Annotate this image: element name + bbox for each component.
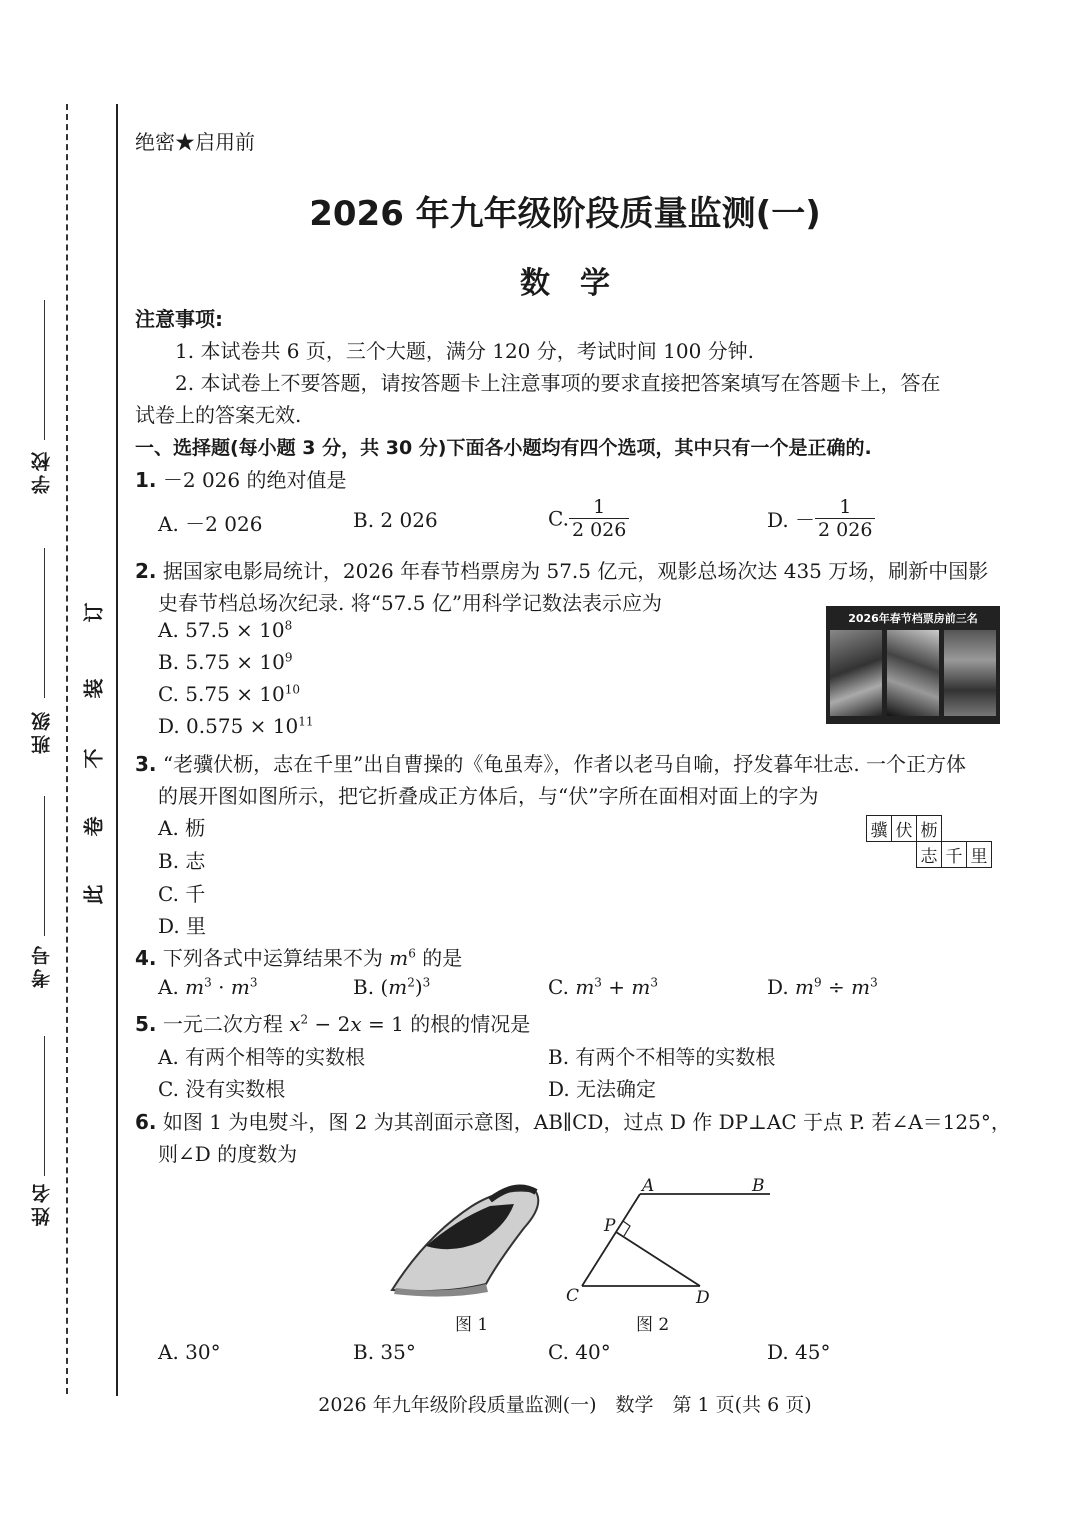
school-label: 学校 (31, 448, 53, 494)
figure-1-caption: 图 1 (455, 1315, 489, 1335)
question-3 (135, 748, 966, 777)
cube-face: 枥 (917, 816, 942, 842)
point-label: B (752, 1176, 765, 1196)
seal-char: 此 (81, 884, 106, 905)
exam-no-field[interactable] (44, 796, 45, 936)
notes-heading: 注意事项: (135, 307, 223, 331)
option-c[interactable]: C. $5.75 \times 10^{10}$ (158, 682, 301, 706)
question-number: 4. (135, 946, 157, 970)
question-5: 5. 一元二次方程 $x^2 - 2x = 1$ 的根的情况是 (135, 1012, 531, 1036)
question-number: 1. (135, 468, 157, 492)
class-field[interactable] (44, 548, 45, 698)
poster-image (887, 630, 939, 716)
name-label: 姓名 (31, 1180, 53, 1226)
option-a[interactable]: A. $57.5 \times 10^8$ (158, 618, 293, 642)
option-b[interactable]: B. $(m^2)^3$ (353, 975, 431, 999)
question-stem: 下列各式中运算结果不为 (162, 946, 383, 970)
class-label: 班级 (31, 708, 53, 754)
point-label: D (696, 1288, 710, 1308)
question-6 (135, 1106, 1011, 1135)
option-c[interactable]: C. 千 (158, 882, 206, 906)
cube-face: 里 (967, 842, 992, 868)
section-heading: 一、选择题(每小题 3 分，共 30 分)下面各小题均有四个选项，其中只有一个是正确的. (135, 437, 872, 459)
question-stem: 据国家电影局统计，2026 年春节档票房为 57.5 亿元，观影总场次达 435 万场，刷新中国影 (162, 559, 989, 583)
point-label: C (566, 1286, 580, 1306)
cube-face: 千 (942, 842, 967, 868)
option-a[interactable]: A. 有两个相等的实数根 (158, 1045, 366, 1069)
question-stem: 史春节档总场次纪录. 将“57.5 亿”用科学记数法表示应为 (158, 591, 663, 615)
question-stem: “老骥伏枥，志在千里”出自曹操的《龟虽寿》，作者以老马自喻，抒发暮年壮志. 一个正方体 (162, 752, 967, 776)
option-d[interactable]: D. 无法确定 (548, 1077, 657, 1101)
question-number: 2. (135, 559, 157, 583)
note-item: 1. 本试卷共 6 页，三个大题，满分 120 分，考试时间 100 分钟. (175, 339, 755, 363)
box-office-poster (826, 606, 1000, 724)
option-b[interactable]: B. $5.75 \times 10^9$ (158, 650, 293, 674)
note-item: 2. 本试卷上不要答题，请按答题卡上注意事项的要求直接把答案填写在答题卡上，答在 (175, 371, 941, 395)
question-4: 4. 下列各式中运算结果不为 $m^6$ 的是 (135, 946, 463, 970)
question-stem: 如图 1 为电熨斗，图 2 为其剖面示意图，AB∥CD，过点 D 作 DP⊥AC 于点 P. 若∠A＝125°， (162, 1110, 1011, 1134)
question-stem: 的展开图如图所示，把它折叠成正方体后，与“伏”字所在面相对面上的字为 (158, 784, 819, 808)
point-label: A (642, 1176, 655, 1196)
option-b[interactable]: B. 2 026 (353, 508, 438, 532)
question-stem: 一元二次方程 (162, 1012, 283, 1036)
option-b[interactable]: B. 志 (158, 849, 206, 873)
question-1 (135, 464, 347, 493)
option-c[interactable]: C. 没有实数根 (158, 1077, 286, 1101)
secret-mark: 绝密★启用前 (135, 130, 255, 154)
exam-no-label: 考号 (31, 942, 53, 988)
seal-char: 卷 (81, 816, 106, 837)
cube-face: 伏 (892, 816, 917, 842)
cube-face: 骥 (867, 816, 892, 842)
seal-char: 订 (81, 602, 106, 623)
option-b[interactable]: B. 有两个不相等的实数根 (548, 1045, 776, 1069)
seal-char: 不 (81, 748, 106, 769)
iron-image (386, 1176, 546, 1300)
page-footer: 2026 年九年级阶段质量监测(一) 数学 第 1 页(共 6 页) (318, 1394, 812, 1416)
option-a[interactable]: A. 30° (158, 1340, 221, 1364)
cube-face: 志 (917, 842, 942, 868)
question-stem: 则∠D 的度数为 (158, 1142, 298, 1166)
question-number: 3. (135, 752, 157, 776)
poster-image (944, 630, 996, 716)
option-b[interactable]: B. 35° (353, 1340, 416, 1364)
note-item: 试卷上的答案无效. (135, 403, 302, 427)
question-number: 5. (135, 1012, 157, 1036)
page-title: 2026 年九年级阶段质量监测(一) (309, 194, 821, 234)
option-a[interactable]: A. $m^3 \cdot m^3$ (158, 975, 258, 999)
question-stem: －2 026 的绝对值是 (162, 468, 347, 492)
question-2 (135, 555, 988, 584)
point-label: P (604, 1216, 616, 1236)
seal-char: 装 (81, 678, 106, 699)
option-a[interactable]: A. －2 026 (158, 512, 263, 536)
name-field[interactable] (44, 1036, 45, 1176)
question-number: 6. (135, 1110, 157, 1134)
school-field[interactable] (44, 300, 45, 440)
figure-2-caption: 图 2 (636, 1315, 670, 1335)
geometry-figure (560, 1174, 780, 1308)
poster-image (830, 630, 882, 716)
option-c[interactable]: C. 40° (548, 1340, 611, 1364)
option-d[interactable]: D. 45° (767, 1340, 831, 1364)
option-d[interactable]: D. 里 (158, 914, 207, 938)
poster-title: 2026年春节档票房前三名 (848, 612, 978, 625)
option-a[interactable]: A. 枥 (158, 816, 206, 840)
option-c[interactable]: C. $m^3 + m^3$ (548, 975, 659, 999)
cube-net (866, 815, 992, 868)
subject-title: 数 学 (520, 266, 610, 301)
option-d[interactable]: D. $0.575 \times 10^{11}$ (158, 714, 314, 738)
option-d[interactable]: D. － $\frac{1}{2 026}$ (767, 496, 875, 541)
option-d[interactable]: D. $m^9 \div m^3$ (767, 975, 878, 999)
option-c[interactable]: C. $\frac{1}{2 026}$ (548, 496, 629, 541)
